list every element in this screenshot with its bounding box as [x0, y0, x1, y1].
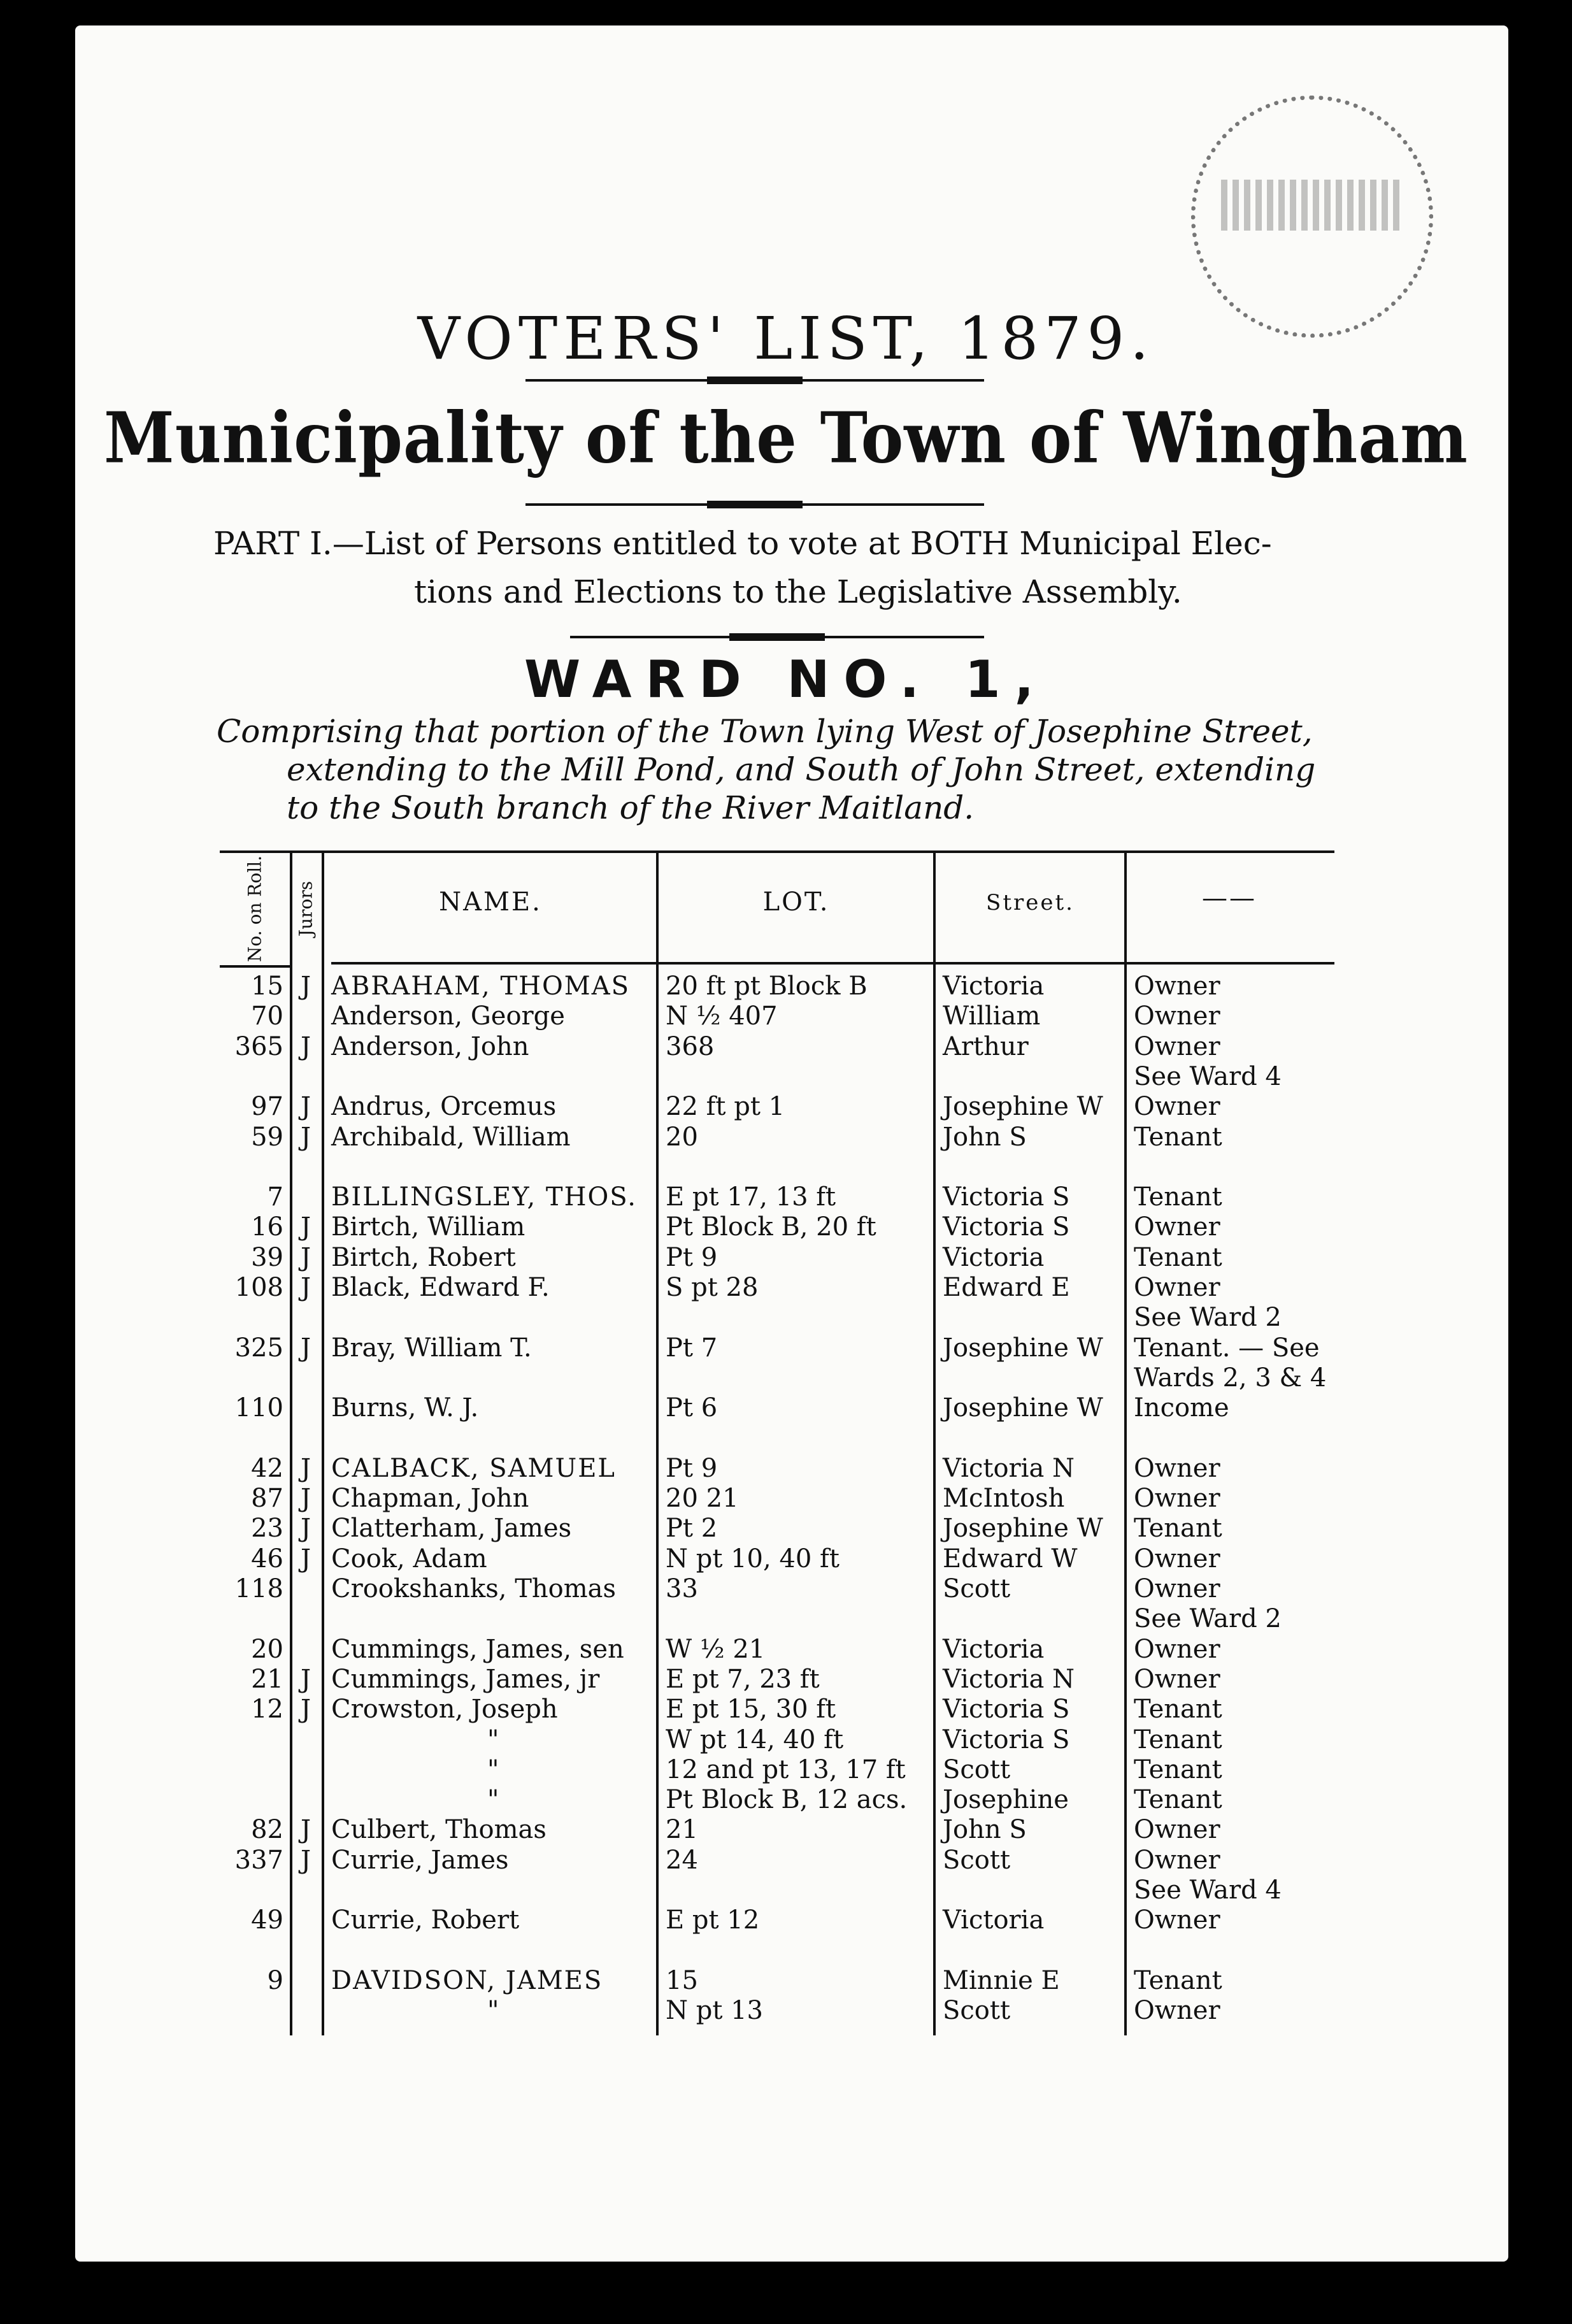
- cell-street: Victoria: [943, 1634, 1045, 1664]
- cell-lot: 20 ft pt Block B: [666, 972, 868, 1001]
- cell-lot: Pt Block B, 20 ft: [666, 1212, 876, 1242]
- table-row: [220, 1363, 1354, 1393]
- cell-rem: Tenant: [1134, 1122, 1222, 1152]
- cell-street: Arthur: [943, 1031, 1029, 1061]
- part-description: [213, 519, 1360, 616]
- cell-name: Black, Edward F.: [331, 1273, 550, 1302]
- table-row: [220, 1695, 1354, 1725]
- cell-name: CALBACK, SAMUEL: [331, 1453, 616, 1483]
- header-jurors: Jurors: [295, 880, 317, 937]
- cell-j: J: [300, 1544, 311, 1574]
- cell-rem: Owner: [1134, 1664, 1220, 1694]
- cell-street: Victoria N: [943, 1664, 1075, 1694]
- cell-name: ": [487, 1785, 499, 1815]
- cell-rem: Owner: [1134, 1574, 1220, 1603]
- cell-street: Edward E: [943, 1273, 1070, 1302]
- cell-name: Andrus, Orcemus: [331, 1092, 557, 1122]
- cell-street: Edward W: [943, 1544, 1078, 1574]
- cell-lot: Pt 9: [666, 1453, 718, 1483]
- cell-name: ": [487, 1725, 499, 1754]
- cell-rem: Owner: [1134, 1544, 1220, 1574]
- cell-name: Anderson, George: [331, 1001, 565, 1031]
- cell-name: Archibald, William: [331, 1122, 571, 1152]
- cell-no: 46: [251, 1544, 283, 1574]
- cell-j: J: [300, 1031, 311, 1061]
- cell-street: Minnie E: [943, 1965, 1060, 1995]
- header-street: Street.: [986, 890, 1075, 915]
- cell-lot: Pt Block B, 12 acs.: [666, 1785, 908, 1815]
- cell-name: Birtch, William: [331, 1212, 525, 1242]
- cell-lot: Pt 9: [666, 1242, 718, 1272]
- cell-lot: 12 and pt 13, 17 ft: [666, 1754, 906, 1784]
- cell-street: Josephine W: [943, 1514, 1103, 1544]
- cell-rem: Tenant: [1134, 1514, 1222, 1544]
- cell-lot: E pt 17, 13 ft: [666, 1182, 836, 1212]
- cell-lot: E pt 7, 23 ft: [666, 1664, 820, 1694]
- cell-lot: N pt 10, 40 ft: [666, 1544, 840, 1574]
- table-row: [220, 1123, 1354, 1152]
- cell-rem: Owner: [1134, 1996, 1220, 2026]
- table-row: [220, 1544, 1354, 1574]
- table-row: [220, 1966, 1354, 1996]
- cell-name: Anderson, John: [331, 1031, 529, 1061]
- cell-no: 59: [251, 1122, 283, 1152]
- cell-no: 70: [251, 1001, 283, 1031]
- table-row: [220, 1815, 1354, 1845]
- table-row: [220, 1001, 1354, 1031]
- cell-name: DAVIDSON, JAMES: [331, 1965, 603, 1995]
- cell-name: Cummings, James, jr: [331, 1664, 600, 1694]
- cell-street: Scott: [943, 1996, 1011, 2026]
- header-remarks: ——: [1202, 884, 1257, 913]
- cell-rem: Tenant: [1134, 1725, 1222, 1754]
- table-row: [220, 1574, 1354, 1604]
- cell-no: 87: [251, 1484, 283, 1514]
- desc-line: Comprising that portion of the Town lying West of Josephine Street,: [217, 713, 1313, 750]
- cell-no: 7: [267, 1182, 283, 1212]
- cell-lot: E pt 12: [666, 1905, 760, 1935]
- cell-lot: 33: [666, 1574, 698, 1603]
- cell-rem: Owner: [1134, 1845, 1220, 1875]
- cell-lot: N ½ 407: [666, 1001, 778, 1031]
- cell-rem: Income: [1134, 1393, 1229, 1423]
- cell-street: Victoria S: [943, 1212, 1070, 1242]
- cell-no: 21: [251, 1664, 283, 1694]
- cell-name: Culbert, Thomas: [331, 1815, 547, 1845]
- cell-rem: See Ward 4: [1134, 1876, 1282, 1905]
- cell-j: J: [300, 1453, 311, 1483]
- cell-no: 118: [234, 1574, 283, 1603]
- cell-rem: Owner: [1134, 1815, 1220, 1845]
- cell-street: Victoria N: [943, 1453, 1075, 1483]
- table-row: [220, 972, 1354, 1001]
- cell-lot: 15: [666, 1965, 698, 1995]
- cell-rem: Owner: [1134, 1905, 1220, 1935]
- cell-street: Victoria S: [943, 1182, 1070, 1212]
- cell-rem: Owner: [1134, 1484, 1220, 1514]
- cell-lot: S pt 28: [666, 1273, 759, 1302]
- cell-no: 108: [234, 1273, 283, 1302]
- municipality-heading: Municipality of the Town of Wingham: [104, 396, 1468, 479]
- divider-rule: [525, 379, 984, 382]
- cell-rem: Owner: [1134, 1453, 1220, 1483]
- table-row: [220, 1393, 1354, 1423]
- cell-no: 42: [251, 1453, 283, 1483]
- cell-rem: Tenant: [1134, 1695, 1222, 1725]
- table-row: [220, 1996, 1354, 2026]
- cell-lot: N pt 13: [666, 1996, 764, 2026]
- cell-lot: 24: [666, 1845, 698, 1875]
- cell-no: 49: [251, 1905, 283, 1935]
- cell-rem: Owner: [1134, 1031, 1220, 1061]
- cell-name: Birtch, Robert: [331, 1242, 516, 1272]
- cell-lot: 368: [666, 1031, 715, 1061]
- cell-j: J: [300, 1092, 311, 1122]
- cell-rem: Tenant. — See: [1134, 1333, 1320, 1363]
- divider-rule: [570, 636, 984, 638]
- cell-lot: 20: [666, 1122, 698, 1152]
- header-name: NAME.: [439, 887, 542, 917]
- cell-street: Josephine W: [943, 1393, 1103, 1423]
- cell-rem: Owner: [1134, 1001, 1220, 1031]
- table-row: [220, 1876, 1354, 1905]
- cell-lot: E pt 15, 30 ft: [666, 1695, 836, 1725]
- cell-name: ABRAHAM, THOMAS: [331, 972, 631, 1001]
- cell-name: Burns, W. J.: [331, 1393, 479, 1423]
- cell-j: J: [300, 1212, 311, 1242]
- cell-j: J: [300, 972, 311, 1001]
- cell-rem: Tenant: [1134, 1785, 1222, 1815]
- cell-street: Josephine W: [943, 1333, 1103, 1363]
- cell-rem: Tenant: [1134, 1242, 1222, 1272]
- cell-rem: Owner: [1134, 972, 1220, 1001]
- desc-line: to the South branch of the River Maitland.: [287, 789, 975, 826]
- cell-no: 365: [234, 1031, 283, 1061]
- cell-street: Scott: [943, 1754, 1011, 1784]
- cell-lot: 22 ft pt 1: [666, 1092, 785, 1122]
- cell-name: ": [487, 1996, 499, 2026]
- cell-j: J: [300, 1242, 311, 1272]
- cell-j: J: [300, 1333, 311, 1363]
- table-row: [220, 1092, 1354, 1122]
- cell-no: 12: [251, 1695, 283, 1725]
- cell-j: J: [300, 1273, 311, 1302]
- table-row: [220, 1454, 1354, 1484]
- cell-j: J: [300, 1514, 311, 1544]
- table-row: [220, 1273, 1354, 1303]
- ward-heading: WARD NO. 1,: [524, 650, 1048, 709]
- cell-name: Bray, William T.: [331, 1333, 532, 1363]
- cell-no: 15: [251, 972, 283, 1001]
- table-row: [220, 1665, 1354, 1695]
- cell-lot: Pt 7: [666, 1333, 718, 1363]
- desc-line: extending to the Mill Pond, and South of John Street, extending: [287, 751, 1316, 788]
- cell-no: 325: [234, 1333, 283, 1363]
- cell-name: Crowston, Joseph: [331, 1695, 558, 1725]
- cell-street: Victoria: [943, 1242, 1045, 1272]
- table-row: [220, 1182, 1354, 1212]
- cell-street: Victoria: [943, 1905, 1045, 1935]
- table-row: [220, 1152, 1354, 1182]
- cell-street: Victoria S: [943, 1695, 1070, 1725]
- cell-rem: Tenant: [1134, 1965, 1222, 1995]
- table-row: [220, 1725, 1354, 1755]
- cell-name: Chapman, John: [331, 1484, 529, 1514]
- cell-street: William: [943, 1001, 1041, 1031]
- cell-street: Josephine W: [943, 1092, 1103, 1122]
- table-row: [220, 1243, 1354, 1273]
- cell-lot: W ½ 21: [666, 1634, 766, 1664]
- header-roll-number: No. on Roll.: [244, 855, 266, 963]
- table-row: [220, 1303, 1354, 1333]
- cell-j: J: [300, 1484, 311, 1514]
- table-row: [220, 1846, 1354, 1876]
- table-row: [220, 1484, 1354, 1514]
- cell-name: BILLINGSLEY, THOS.: [331, 1182, 637, 1212]
- cell-no: 23: [251, 1514, 283, 1544]
- cell-name: Cook, Adam: [331, 1544, 487, 1574]
- cell-rem: See Ward 2: [1134, 1604, 1282, 1634]
- divider-rule: [525, 503, 984, 506]
- cell-rem: See Ward 4: [1134, 1061, 1282, 1091]
- cell-name: Crookshanks, Thomas: [331, 1574, 617, 1603]
- cell-street: John S: [943, 1122, 1027, 1152]
- cell-j: J: [300, 1122, 311, 1152]
- cell-lot: 20 21: [666, 1484, 739, 1514]
- table-row: [220, 1785, 1354, 1815]
- cell-rem: Owner: [1134, 1092, 1220, 1122]
- library-stamp: [1191, 96, 1433, 338]
- cell-rem: Owner: [1134, 1634, 1220, 1664]
- cell-street: Josephine: [943, 1785, 1069, 1815]
- cell-lot: Pt 2: [666, 1514, 718, 1544]
- header-lot: LOT.: [762, 887, 830, 917]
- table-row: [220, 1333, 1354, 1363]
- ward-description: [217, 712, 1427, 827]
- cell-name: Currie, Robert: [331, 1905, 520, 1935]
- cell-rem: Owner: [1134, 1273, 1220, 1302]
- table-row: [220, 1424, 1354, 1454]
- cell-j: J: [300, 1695, 311, 1725]
- cell-j: J: [300, 1664, 311, 1694]
- cell-lot: 21: [666, 1815, 698, 1845]
- part-line: tions and Elections to the Legislative Assembly.: [414, 573, 1182, 610]
- table-row: [220, 1032, 1354, 1062]
- document-title: VOTERS' LIST, 1879.: [417, 305, 1155, 373]
- table-row: [220, 1905, 1354, 1935]
- cell-street: Scott: [943, 1574, 1011, 1603]
- cell-street: Scott: [943, 1845, 1011, 1875]
- cell-street: Victoria S: [943, 1725, 1070, 1754]
- table-row: [220, 1514, 1354, 1544]
- cell-street: John S: [943, 1815, 1027, 1845]
- table-row: [220, 1212, 1354, 1242]
- cell-rem: See Ward 2: [1134, 1303, 1282, 1333]
- cell-no: 110: [234, 1393, 283, 1423]
- cell-name: ": [487, 1754, 499, 1784]
- cell-street: McIntosh: [943, 1484, 1065, 1514]
- cell-name: Currie, James: [331, 1845, 509, 1875]
- table-row: [220, 1604, 1354, 1634]
- table-row: [220, 1936, 1354, 1966]
- cell-no: 39: [251, 1242, 283, 1272]
- cell-rem: Owner: [1134, 1212, 1220, 1242]
- table-row: [220, 1062, 1354, 1092]
- cell-no: 16: [251, 1212, 283, 1242]
- cell-no: 82: [251, 1815, 283, 1845]
- cell-name: Cummings, James, sen: [331, 1634, 624, 1664]
- cell-no: 337: [234, 1845, 283, 1875]
- voters-table: [220, 850, 1354, 2035]
- table-row: [220, 1635, 1354, 1665]
- part-line: PART I.—List of Persons entitled to vote at BOTH Municipal Elec-: [213, 525, 1272, 562]
- cell-lot: Pt 6: [666, 1393, 718, 1423]
- cell-lot: W pt 14, 40 ft: [666, 1725, 844, 1754]
- cell-no: 20: [251, 1634, 283, 1664]
- cell-name: Clatterham, James: [331, 1514, 572, 1544]
- cell-rem: Tenant: [1134, 1754, 1222, 1784]
- cell-no: 97: [251, 1092, 283, 1122]
- cell-rem: Wards 2, 3 & 4: [1134, 1363, 1327, 1393]
- cell-street: Victoria: [943, 972, 1045, 1001]
- table-row: [220, 1755, 1354, 1785]
- cell-no: 9: [267, 1965, 283, 1995]
- cell-j: J: [300, 1815, 311, 1845]
- cell-j: J: [300, 1845, 311, 1875]
- cell-rem: Tenant: [1134, 1182, 1222, 1212]
